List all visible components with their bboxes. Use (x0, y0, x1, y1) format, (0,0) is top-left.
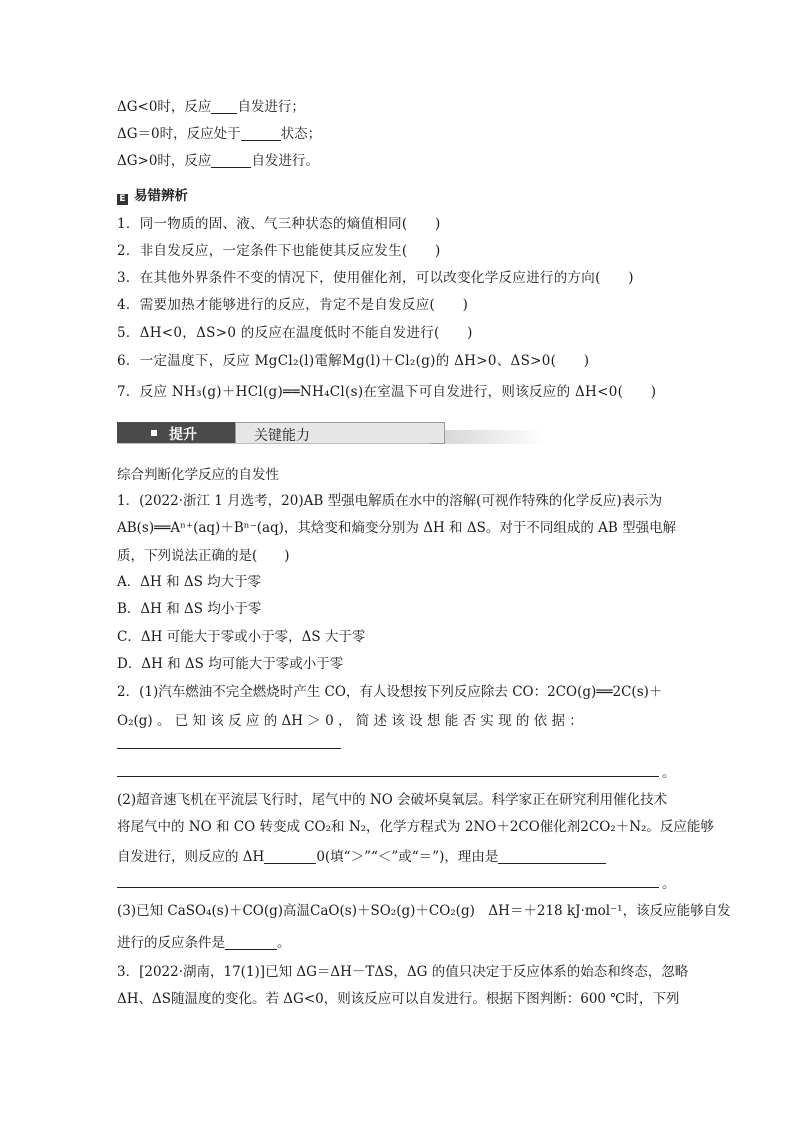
q2-part3: 进行的反应条件是 。 (117, 935, 291, 951)
dg-zero-line: ΔG＝0时，反应处于 状态； (117, 126, 322, 142)
answer-blank[interactable] (211, 99, 237, 114)
misconception-item: 4．需要加热才能够进行的反应，肯定不是自发反应( ) (117, 297, 469, 313)
banner-title: 提升 (169, 427, 197, 443)
banner-subtitle: 关键能力 (254, 428, 310, 444)
end-mark: 。 (662, 876, 676, 892)
misconception-title: 易错辨析 (134, 188, 188, 204)
section-marker-icon: E (117, 194, 128, 205)
misconception-item: 6．一定温度下，反应 MgCl₂(l)電解Mg(l)＋Cl₂(g)的 ΔH>0、ΔS>0( ) (117, 353, 590, 369)
q2-stem: 2．(1)汽车燃油不完全燃烧时产生 CO，有人设想按下列反应除去 CO：2CO(g)══2C(s)＋ (117, 684, 663, 700)
misconception-item: 5．ΔH<0，ΔS>0 的反应在温度低时不能自发进行( ) (117, 325, 473, 341)
misconception-item: 3．在其他外界条件不变的情况下，使用催化剂，可以改变化学反应进行的方向( ) (117, 270, 634, 286)
answer-line[interactable] (117, 748, 341, 749)
q1-option-c: C．ΔH 可能大于零或小于零，ΔS 大于零 (117, 629, 366, 645)
q3-stem: 3．[2022·湖南，17(1)]已知 ΔG＝ΔH－TΔS，ΔG 的值只决定于反应体系的始态和终态，忽略 (117, 964, 689, 980)
dg-positive-line: ΔG>0时，反应 自发进行。 (117, 153, 319, 169)
section-banner (117, 422, 431, 444)
q2-stem: O₂(g) 。 已 知 该 反 应 的 ΔH ＞ 0 ， 简 述 该 设 想 能 否 实 现 的 依 据 ： (117, 713, 583, 729)
q1-stem: AB(s)══Aⁿ⁺(aq)＋Bⁿ⁻(aq)，其焓变和熵变分别为 ΔH 和 ΔS。对于不同组成的 AB 型强电解 (117, 520, 677, 536)
q1-stem: 质，下列说法正确的是( ) (117, 548, 290, 564)
answer-line[interactable] (117, 887, 659, 888)
q1-option-d: D．ΔH 和 ΔS 均可能大于零或小于零 (117, 656, 344, 672)
answer-blank[interactable] (225, 935, 277, 950)
answer-line[interactable] (117, 776, 659, 777)
answer-blank[interactable] (264, 849, 316, 864)
misconception-item: 7．反应 NH₃(g)＋HCl(g)══NH₄Cl(s)在室温下可自发进行，则该反应的 ΔH<0( ) (117, 384, 657, 400)
dg-negative-line: ΔG<0时，反应 自发进行； (117, 99, 305, 115)
answer-blank[interactable] (241, 126, 281, 141)
square-bullet-icon (151, 430, 157, 436)
end-mark: 。 (662, 765, 676, 781)
answer-blank[interactable] (211, 153, 251, 168)
q2-part2: (2)超音速飞机在平流层飞行时，尾气中的 NO 会破坏臭氧层。科学家正在研究利用催化技术 (117, 792, 668, 808)
q2-part3: (3)已知 CaSO₄(s)＋CO(g)高温CaO(s)＋SO₂(g)＋CO₂(g) ΔH＝＋218 kJ·mol⁻¹，该反应能够自发 (117, 903, 731, 919)
q1-option-b: B．ΔH 和 ΔS 均小于零 (117, 601, 262, 617)
q3-stem: ΔH、ΔS随温度的变化。若 ΔG<0，则该反应可以自发进行。根据下图判断：600 ℃时，下列 (117, 991, 680, 1007)
q2-part2: 自发进行，则反应的 ΔH 0(填“＞”“＜”或“＝”)，理由是 (117, 848, 606, 866)
misconception-header (117, 187, 188, 205)
misconception-item: 2．非自发反应，一定条件下也能使其反应发生( ) (117, 243, 441, 259)
q2-part2: 将尾气中的 NO 和 CO 转变成 CO₂和 N₂，化学方程式为 2NO＋2CO催化剂2CO₂＋N₂。反应能够 (117, 819, 714, 835)
q1-option-a: A．ΔH 和 ΔS 均大于零 (117, 574, 262, 590)
answer-blank[interactable] (498, 849, 606, 864)
section-title: 综合判断化学反应的自发性 (117, 467, 279, 483)
misconception-item: 1．同一物质的固、液、气三种状态的熵值相同( ) (117, 216, 441, 232)
q1-stem: 1．(2022·浙江 1 月选考，20)AB 型强电解质在水中的溶解(可视作特殊的化学反应)表示为 (117, 493, 663, 509)
